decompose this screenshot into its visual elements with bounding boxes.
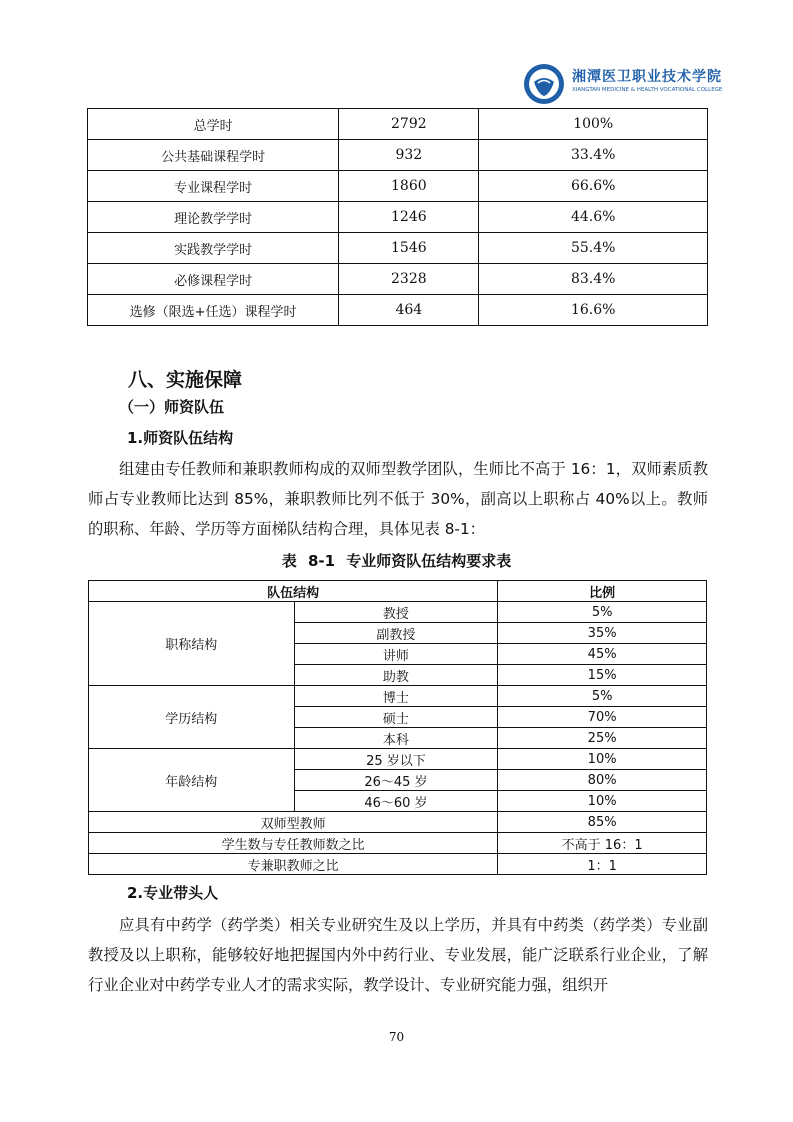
item-label-cell: 25 岁以下 <box>294 749 498 770</box>
college-logo <box>522 60 722 110</box>
hours-label-cell: 选修（限选+任选）课程学时 <box>88 295 339 326</box>
item-ratio-cell: 45% <box>498 644 707 665</box>
table-row <box>88 233 708 264</box>
hours-value-cell: 464 <box>339 295 479 326</box>
section-subtitle: （一）师资队伍 <box>119 398 225 416</box>
item-ratio-cell: 5% <box>498 686 707 707</box>
college-emblem-icon <box>522 62 566 106</box>
single-label-cell: 专兼职教师之比 <box>89 854 498 875</box>
section-title: 八、实施保障 <box>128 369 243 391</box>
hours-value-cell: 1246 <box>339 202 479 233</box>
hours-value-cell: 1546 <box>339 233 479 264</box>
table-row <box>88 109 708 140</box>
single-ratio-cell: 1：1 <box>498 854 707 875</box>
item-label-cell: 博士 <box>294 686 498 707</box>
table-row <box>89 833 707 854</box>
table-row <box>89 686 707 707</box>
item-ratio-cell: 70% <box>498 707 707 728</box>
hours-label-cell: 必修课程学时 <box>88 264 339 295</box>
group-name-cell: 年龄结构 <box>89 749 295 812</box>
header-structure-cell: 队伍结构 <box>89 581 498 602</box>
table-row <box>89 812 707 833</box>
item-label-cell: 本科 <box>294 728 498 749</box>
hours-value-cell: 932 <box>339 140 479 171</box>
item-label-cell: 副教授 <box>294 623 498 644</box>
table-header-row <box>89 581 707 602</box>
table-row <box>88 171 708 202</box>
item-label-cell: 硕士 <box>294 707 498 728</box>
item-label-cell: 46～60 岁 <box>294 791 498 812</box>
table-row <box>89 749 707 770</box>
item-ratio-cell: 80% <box>498 770 707 791</box>
structure-paragraph: 组建由专任教师和兼职教师构成的双师型教学团队，生师比不高于 16：1，双师素质教师占专业教师比达到 85%，兼职教师比列不低于 30%，副高以上职称占 40%以上。教师的职称、年龄、学历等方面梯队结构合理，具体见表 8-1： <box>88 460 708 538</box>
subsection-title-structure: 1.师资队伍结构 <box>127 429 234 447</box>
hours-percent-cell: 33.4% <box>479 140 708 171</box>
group-name-cell: 职称结构 <box>89 602 295 686</box>
leader-paragraph: 应具有中药学（药学类）相关专业研究生及以上学历，并具有中药类（药学类）专业副教授及以上职称，能够较好地把握国内外中药行业、专业发展，能广泛联系行业企业，了解行业企业对中药学专业人才的需求实际，教学设计、专业研究能力强，组织开 <box>88 916 708 994</box>
hours-percent-cell: 83.4% <box>479 264 708 295</box>
college-name-en: XIANGTAN MEDICINE & HEALTH VOCATIONAL COLLEGE <box>572 87 723 93</box>
hours-percent-cell: 16.6% <box>479 295 708 326</box>
single-label-cell: 学生数与专任教师数之比 <box>89 833 498 854</box>
table-row <box>89 602 707 623</box>
hours-percent-cell: 55.4% <box>479 233 708 264</box>
item-ratio-cell: 10% <box>498 791 707 812</box>
hours-percent-cell: 100% <box>479 109 708 140</box>
item-label-cell: 讲师 <box>294 644 498 665</box>
single-ratio-cell: 85% <box>498 812 707 833</box>
hours-label-cell: 总学时 <box>88 109 339 140</box>
hours-label-cell: 实践教学学时 <box>88 233 339 264</box>
table-caption: 表 8-1 专业师资队伍结构要求表 <box>281 552 512 570</box>
college-name-cn: 湘潭医卫职业技术学院 <box>572 69 722 85</box>
hours-label-cell: 专业课程学时 <box>88 171 339 202</box>
item-ratio-cell: 15% <box>498 665 707 686</box>
subsection-title-leader: 2.专业带头人 <box>127 884 219 902</box>
table-row <box>88 264 708 295</box>
hours-value-cell: 1860 <box>339 171 479 202</box>
item-label-cell: 助教 <box>294 665 498 686</box>
hours-label-cell: 理论教学学时 <box>88 202 339 233</box>
item-ratio-cell: 25% <box>498 728 707 749</box>
item-ratio-cell: 5% <box>498 602 707 623</box>
single-label-cell: 双师型教师 <box>89 812 498 833</box>
table-row <box>88 295 708 326</box>
hours-table <box>87 108 708 326</box>
faculty-structure-table <box>88 580 707 875</box>
hours-value-cell: 2792 <box>339 109 479 140</box>
item-ratio-cell: 10% <box>498 749 707 770</box>
page-number: 70 <box>388 1030 405 1044</box>
table-row <box>89 854 707 875</box>
single-ratio-cell: 不高于 16：1 <box>498 833 707 854</box>
table-row <box>88 202 708 233</box>
hours-percent-cell: 44.6% <box>479 202 708 233</box>
group-name-cell: 学历结构 <box>89 686 295 749</box>
item-label-cell: 26～45 岁 <box>294 770 498 791</box>
hours-label-cell: 公共基础课程学时 <box>88 140 339 171</box>
hours-percent-cell: 66.6% <box>479 171 708 202</box>
item-label-cell: 教授 <box>294 602 498 623</box>
item-ratio-cell: 35% <box>498 623 707 644</box>
header-ratio-cell: 比例 <box>498 581 707 602</box>
table-row <box>88 140 708 171</box>
hours-value-cell: 2328 <box>339 264 479 295</box>
